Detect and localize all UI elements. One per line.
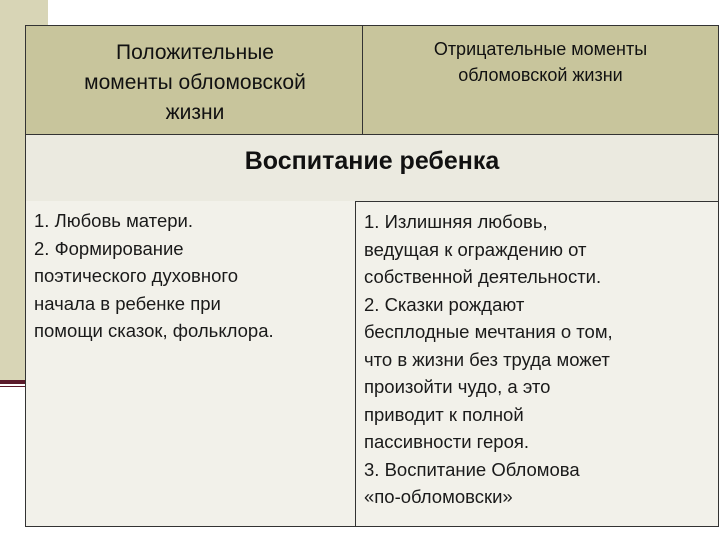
negative-line: произойти чудо, а это xyxy=(364,376,551,397)
positive-list xyxy=(34,207,350,345)
comparison-table xyxy=(25,25,719,527)
negative-line: пассивности героя. xyxy=(364,431,530,452)
subheader-title: Воспитание ребенка xyxy=(244,147,500,175)
header-positive-line: моменты обломовской xyxy=(84,71,306,94)
header-negative xyxy=(362,25,719,135)
positive-line: поэтического духовного xyxy=(34,265,239,286)
negative-line: собственной деятельности. xyxy=(364,266,602,287)
header-positive-text xyxy=(34,38,356,128)
negative-line: что в жизни без труда может xyxy=(364,348,610,370)
negative-line: «по-обломовски» xyxy=(364,486,513,507)
negative-line: приводит к полной xyxy=(364,403,524,425)
negative-line: бесплодные мечтания о том, xyxy=(364,321,613,342)
negative-list xyxy=(364,208,712,511)
positive-line: 1. Любовь матери. xyxy=(34,210,193,231)
header-negative-line: Отрицательные моменты xyxy=(433,39,648,59)
positive-line: 2. Формирование xyxy=(34,237,184,259)
header-positive-line: Положительные xyxy=(116,41,274,64)
negative-line: 2. Сказки рождают xyxy=(364,293,525,315)
positive-line: начала в ребенке при xyxy=(34,292,221,314)
negative-line: 3. Воспитание Обломова xyxy=(364,458,580,480)
negative-line: 1. Излишняя любовь, xyxy=(364,211,548,232)
header-positive-line: жизни xyxy=(165,101,225,124)
negative-cell xyxy=(355,201,719,527)
header-negative-text xyxy=(369,36,712,88)
header-negative-line: обломовской жизни xyxy=(458,65,623,85)
header-positive xyxy=(25,25,363,135)
positive-cell xyxy=(25,201,357,527)
positive-line: помощи сказок, фольклора. xyxy=(34,320,274,341)
subheader-row xyxy=(25,135,719,201)
negative-line: ведущая к ограждению от xyxy=(364,238,587,260)
